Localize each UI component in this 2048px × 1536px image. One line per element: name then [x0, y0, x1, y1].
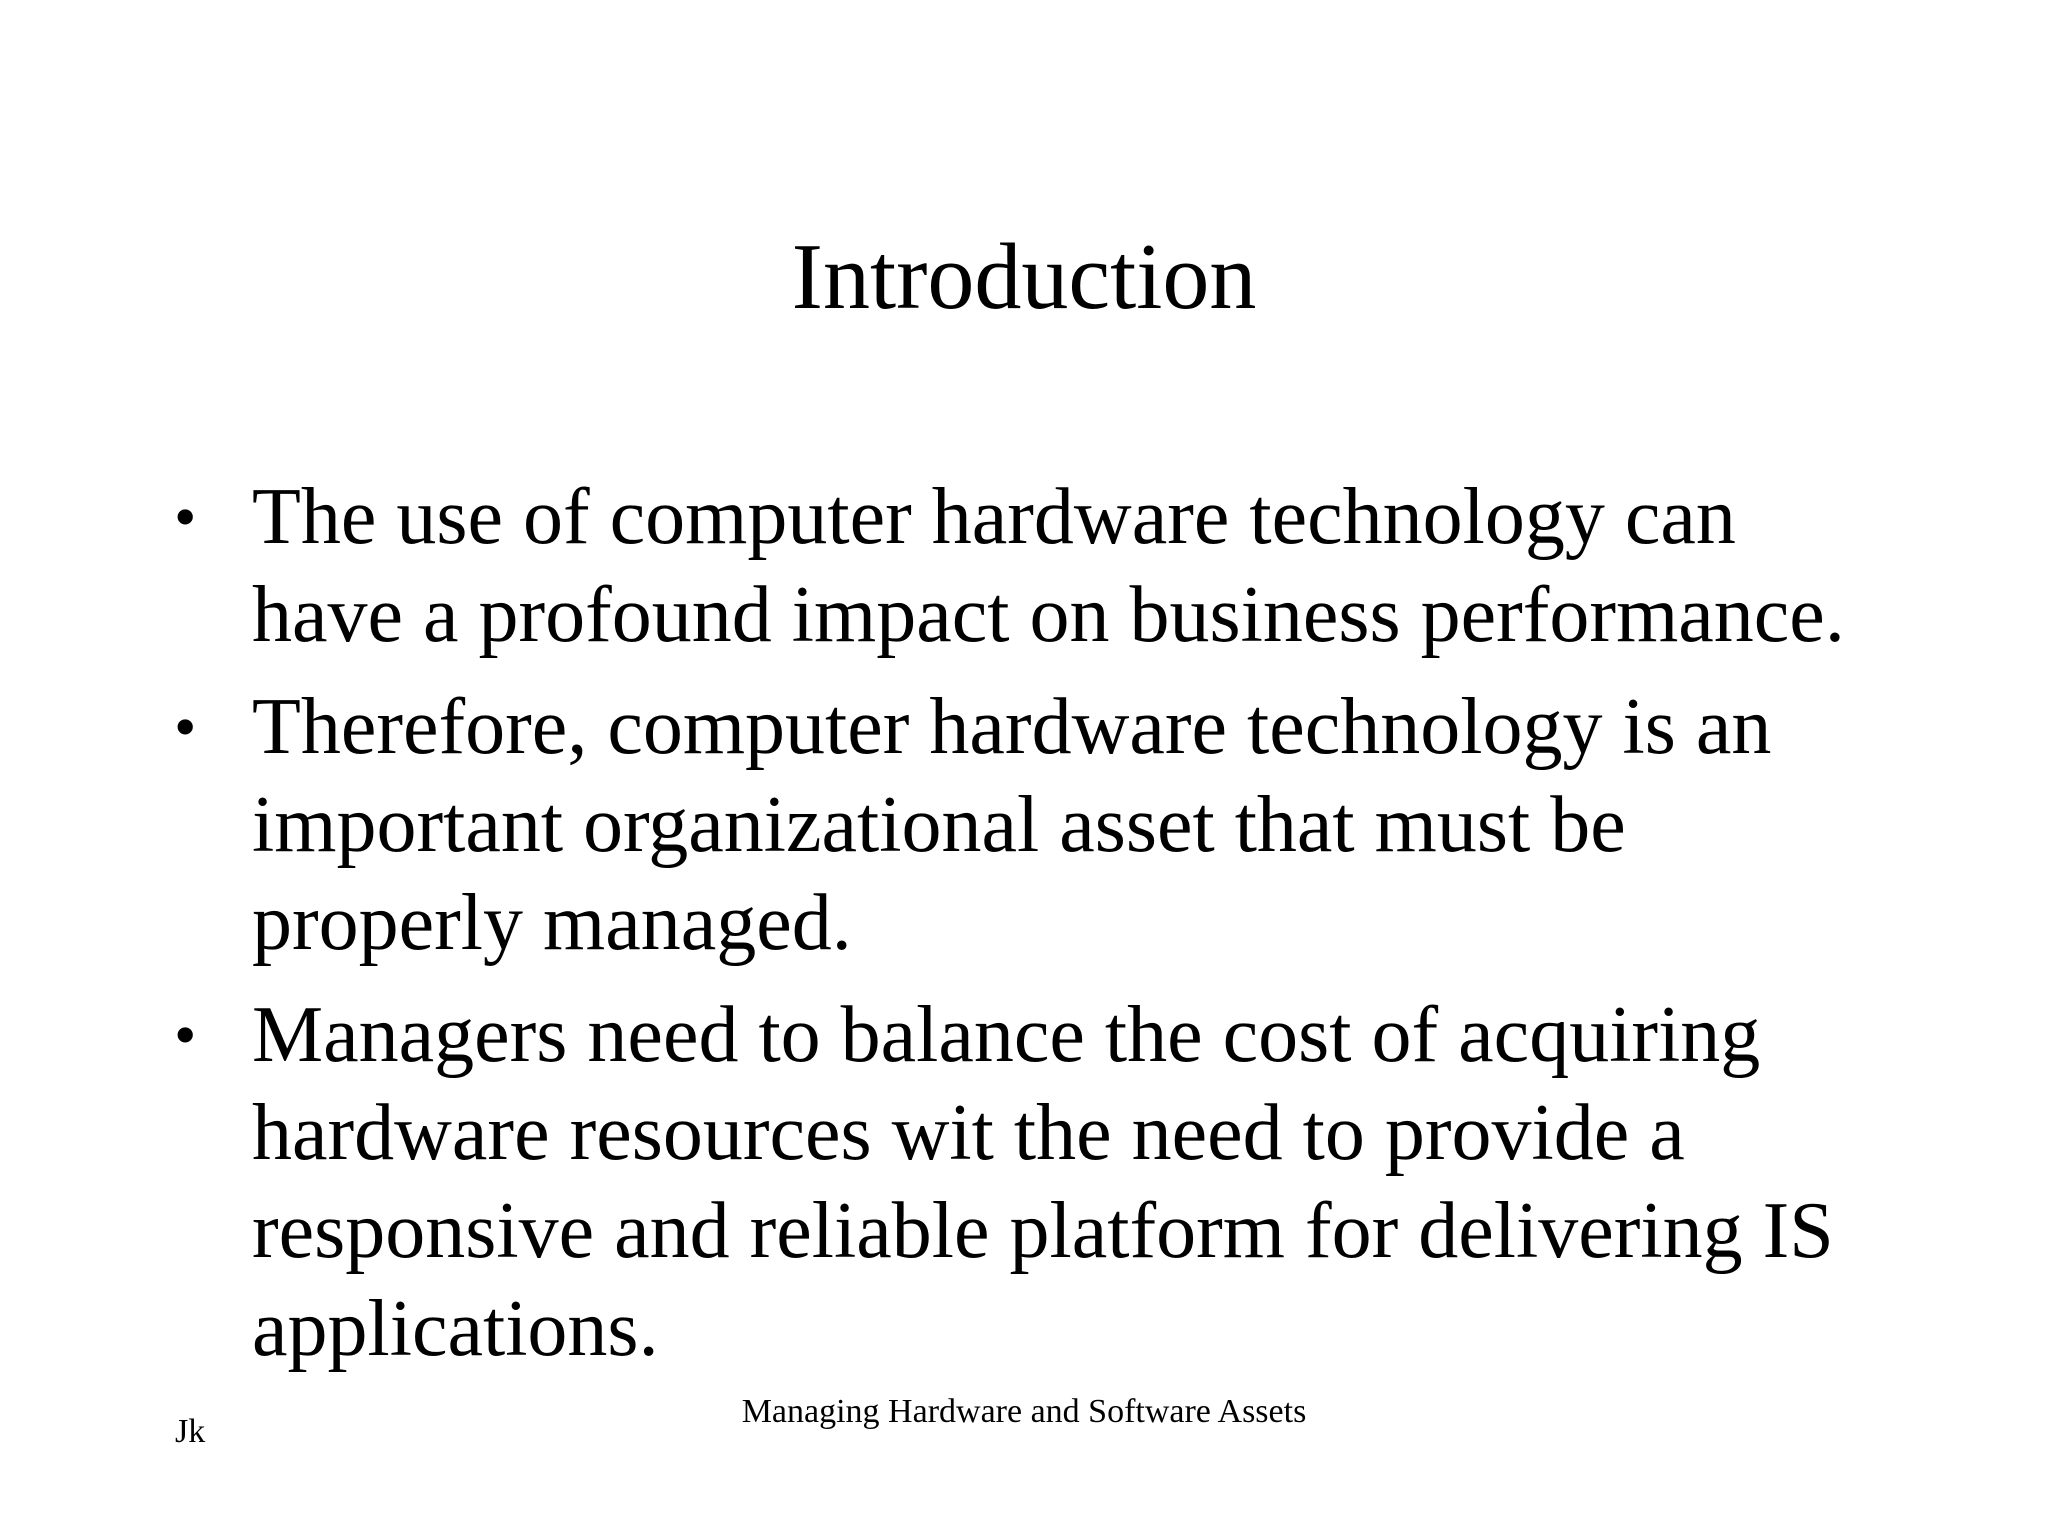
bullet-text: Therefore, computer hardware technology is an important organizational asset that must be properly managed. — [252, 683, 1772, 967]
slide-title: Introduction — [791, 225, 1257, 329]
bullet-list — [174, 468, 1894, 1392]
bullet-icon: • — [174, 481, 197, 552]
bullet-text: Managers need to balance the cost of acquiring hardware resources wit the need to provide a responsive and reliable platform for delivering IS applications. — [252, 991, 1834, 1373]
bullet-icon: • — [174, 691, 197, 762]
footer-title: Managing Hardware and Software Assets — [741, 1393, 1307, 1430]
bullet-item — [174, 468, 1894, 664]
bullet-icon: • — [174, 999, 197, 1070]
bullet-text: The use of computer hardware technology can have a profound impact on business performance. — [252, 473, 1845, 659]
bullet-item — [174, 986, 1894, 1378]
bullet-item — [174, 678, 1894, 972]
footer-author-initials: Jk — [175, 1413, 206, 1450]
